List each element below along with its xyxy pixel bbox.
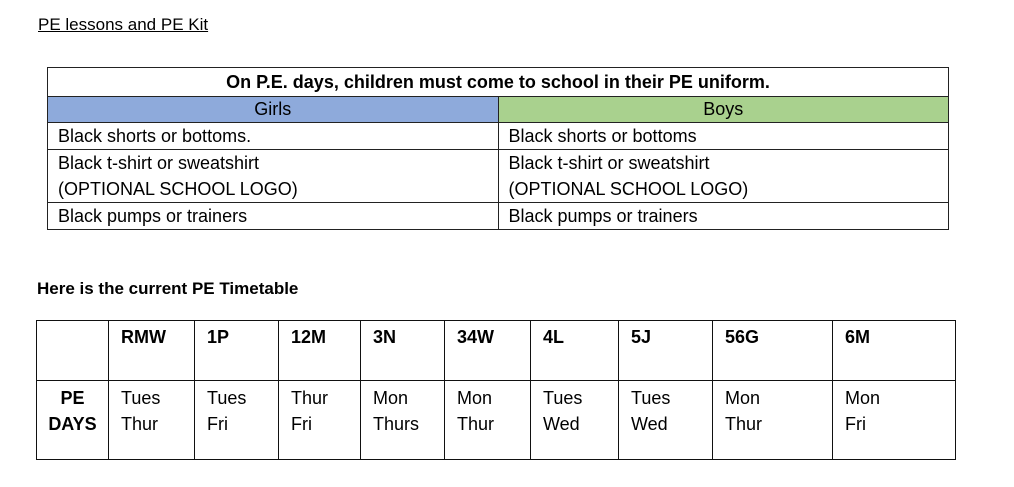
- class-days: Mon Thurs: [361, 381, 445, 460]
- class-days: Tues Wed: [619, 381, 713, 460]
- timetable-corner: [37, 321, 109, 381]
- uniform-caption: On P.E. days, children must come to school in their PE uniform.: [48, 68, 949, 97]
- class-header: 3N: [361, 321, 445, 381]
- class-days: Tues Wed: [531, 381, 619, 460]
- girls-item-pumps: Black pumps or trainers: [48, 203, 499, 230]
- page-title: PE lessons and PE Kit: [38, 15, 209, 34]
- girls-item-tshirt: Black t-shirt or sweatshirt (OPTIONAL SCHOOL LOGO): [48, 150, 499, 203]
- class-days: Mon Fri: [833, 381, 956, 460]
- class-days: Tues Fri: [195, 381, 279, 460]
- timetable-heading: Here is the current PE Timetable: [37, 279, 299, 298]
- boys-item-shorts: Black shorts or bottoms: [498, 123, 949, 150]
- boys-item-pumps: Black pumps or trainers: [498, 203, 949, 230]
- class-days: Mon Thur: [713, 381, 833, 460]
- class-header: RMW: [109, 321, 195, 381]
- class-days: Mon Thur: [445, 381, 531, 460]
- class-header: 5J: [619, 321, 713, 381]
- boys-item-tshirt: Black t-shirt or sweatshirt (OPTIONAL SCHOOL LOGO): [498, 150, 949, 203]
- class-header: 4L: [531, 321, 619, 381]
- class-header: 6M: [833, 321, 956, 381]
- class-header: 12M: [279, 321, 361, 381]
- class-days: Thur Fri: [279, 381, 361, 460]
- class-header: 34W: [445, 321, 531, 381]
- boys-header: Boys: [498, 97, 949, 123]
- pe-days-label: PE DAYS: [37, 381, 109, 460]
- girls-header: Girls: [48, 97, 499, 123]
- class-days: Tues Thur: [109, 381, 195, 460]
- girls-item-shorts: Black shorts or bottoms.: [48, 123, 499, 150]
- pe-timetable: [36, 320, 956, 460]
- class-header: 56G: [713, 321, 833, 381]
- class-header: 1P: [195, 321, 279, 381]
- uniform-table: [47, 67, 949, 230]
